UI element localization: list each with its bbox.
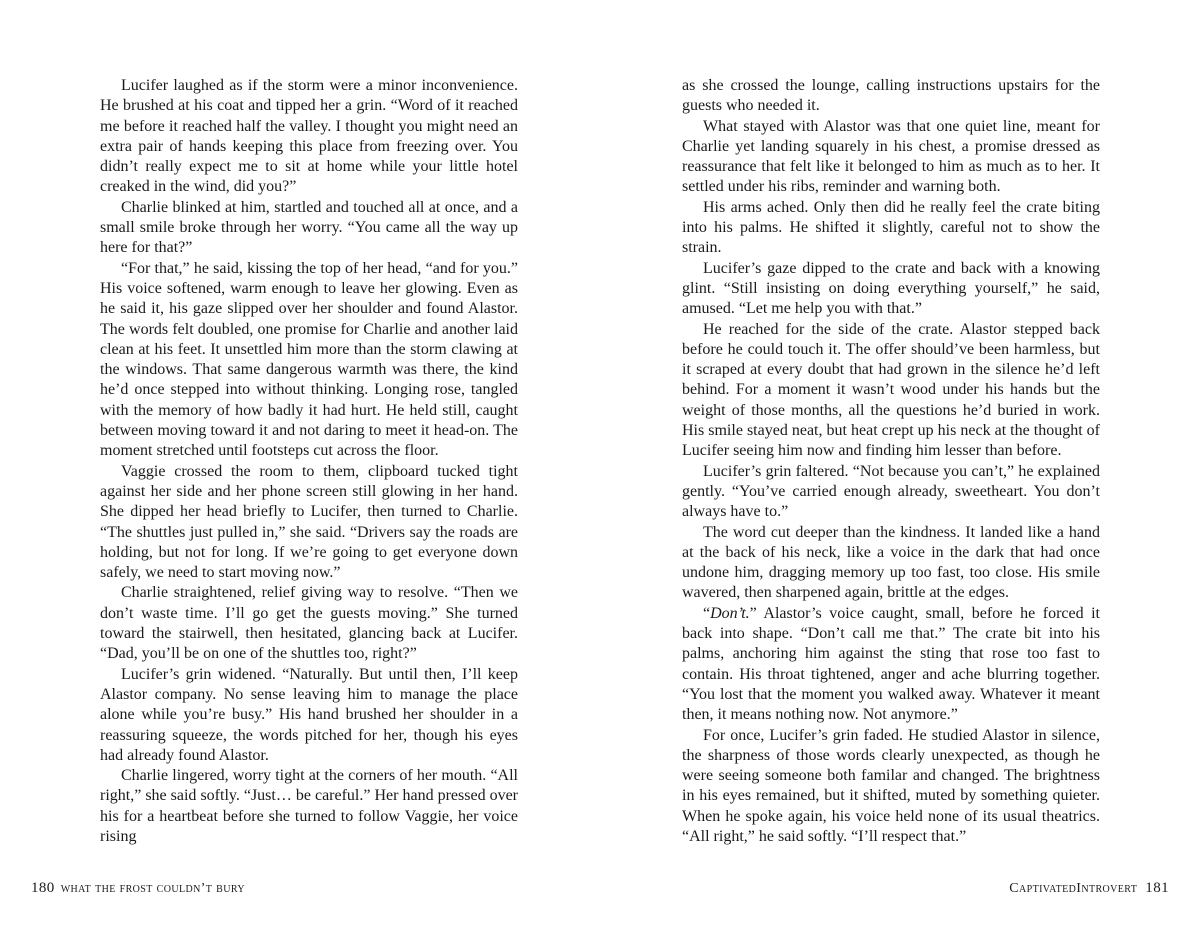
paragraph: Lucifer’s gaze dipped to the crate and back with a knowing glint. “Still insisting on doing everything yourself,” he said, amused. “Let me help you with that.”	[682, 259, 1100, 318]
left-page-footer	[31, 880, 245, 897]
paragraph: Lucifer’s grin widened. “Naturally. But until then, I’ll keep Alastor company. No sense leaving him to manage the place alone while you’re busy.” His hand brushed her shoulder in a reassuring squeeze, the words pitched for her, though his eyes had already found Alastor.	[100, 665, 518, 764]
continued-paragraph: as she crossed the lounge, calling instructions upstairs for the guests who needed it.	[682, 77, 1100, 115]
open-quote: “	[703, 604, 711, 622]
right-page-number: 181	[1145, 880, 1169, 896]
right-page-footer	[1009, 880, 1169, 897]
left-page-body	[100, 76, 518, 847]
paragraph: His arms ached. Only then did he really feel the crate biting into his palms. He shifted it slightly, careful not to show the strain.	[682, 198, 1100, 257]
dont-paragraph	[682, 604, 1100, 726]
book-title-running-head: what the frost couldn’t bury	[60, 881, 246, 896]
author-running-head: CaptivatedIntrovert	[1009, 881, 1138, 896]
paragraph: Vaggie crossed the room to them, clipboard tucked tight against her side and her phone screen still glowing in her hand. She dipped her head briefly to Lucifer, then turned to Charlie. “The shuttles just pulled in,” she said. “Drivers say the roads are holding, but not for long. If we’re going to get everyone down safely, we need to start moving now.”	[100, 462, 518, 582]
emphasized-word: Don’t.	[710, 604, 750, 622]
paragraph: For once, Lucifer’s grin faded. He studied Alastor in silence, the sharpness of those words clearly unexpected, as though he were seeing someone both familar and changed. The brightness in his eyes remained, but it shifted, muted by something quieter. When he spoke again, his voice held none of its usual theatrics. “All right,” he said softly. “I’ll respect that.”	[682, 726, 1100, 845]
paragraph: Lucifer laughed as if the storm were a minor inconvenience. He brushed at his coat and tipped her a grin. “Word of it reached me before it reached half the valley. I thought you might need an extra pair of hands keeping this place from freezing over. You didn’t really expect me to sit at home while your little hotel creaked in the wind, did you?”	[100, 77, 518, 196]
paragraph: Lucifer’s grin faltered. “Not because you can’t,” he explained gently. “You’ve carried enough already, sweetheart. You don’t always have to.”	[682, 462, 1100, 521]
paragraph-rest: ” Alastor’s voice caught, small, before he forced it back into shape. “Don’t call me that.” The crate bit into his palms, anchoring him against the sting that rose too fast to contain. His throat tightened, anger and ache blurring together. “You lost that the moment you walked away. Whatever it meant then, it means nothing now. Not anymore.”	[682, 604, 1100, 724]
right-page-body	[682, 76, 1100, 847]
paragraph: Charlie blinked at him, startled and touched all at once, and a small smile broke through her worry. “You came all the way up here for that?”	[100, 198, 518, 257]
paragraph: “For that,” he said, kissing the top of her head, “and for you.” His voice softened, warm enough to leave her glowing. Even as he said it, his gaze slipped over her shoulder and found Alastor. The words felt doubled, one promise for Charlie and another laid clean at his feet. It unsettled him more than the storm clawing at the windows. That same dangerous warmth was there, the kind he’d once stepped into without thinking. Longing rose, tangled with the memory of how badly it had hurt. He held still, caught between moving toward it and not daring to meet it head-on. The moment stretched until footsteps cut across the floor.	[100, 259, 518, 460]
paragraph: Charlie lingered, worry tight at the corners of her mouth. “All right,” she said softly. “Just… be careful.” Her hand pressed over his for a heartbeat before she turned to follow Vaggie, her voice rising	[100, 767, 518, 845]
left-page-number: 180	[31, 880, 55, 896]
paragraph: He reached for the side of the crate. Alastor stepped back before he could touch it. The offer should’ve been harmless, but it scraped at every doubt that had grown in the silence he’d left behind. For a moment it wasn’t wood under his hands but the weight of those months, all the questions he’d buried in work. His smile stayed neat, but heat crept up his neck at the thought of Lucifer seeing him now and finding him lesser than before.	[682, 320, 1100, 460]
paragraph: What stayed with Alastor was that one quiet line, meant for Charlie yet landing squarely in his chest, a promise dressed as reassurance that felt like it belonged to him as much as to her. It settled under his ribs, reminder and warning both.	[682, 117, 1100, 196]
paragraph: The word cut deeper than the kindness. It landed like a hand at the back of his neck, like a voice in the dark that had once undone him, dragging memory up too fast, too close. His smile wavered, then sharpened again, brittle at the edges.	[682, 523, 1100, 602]
paragraph: Charlie straightened, relief giving way to resolve. “Then we don’t waste time. I’ll go get the guests moving.” She turned toward the stairwell, then hesitated, glancing back at Lucifer. “Dad, you’ll be on one of the shuttles too, right?”	[100, 584, 518, 663]
